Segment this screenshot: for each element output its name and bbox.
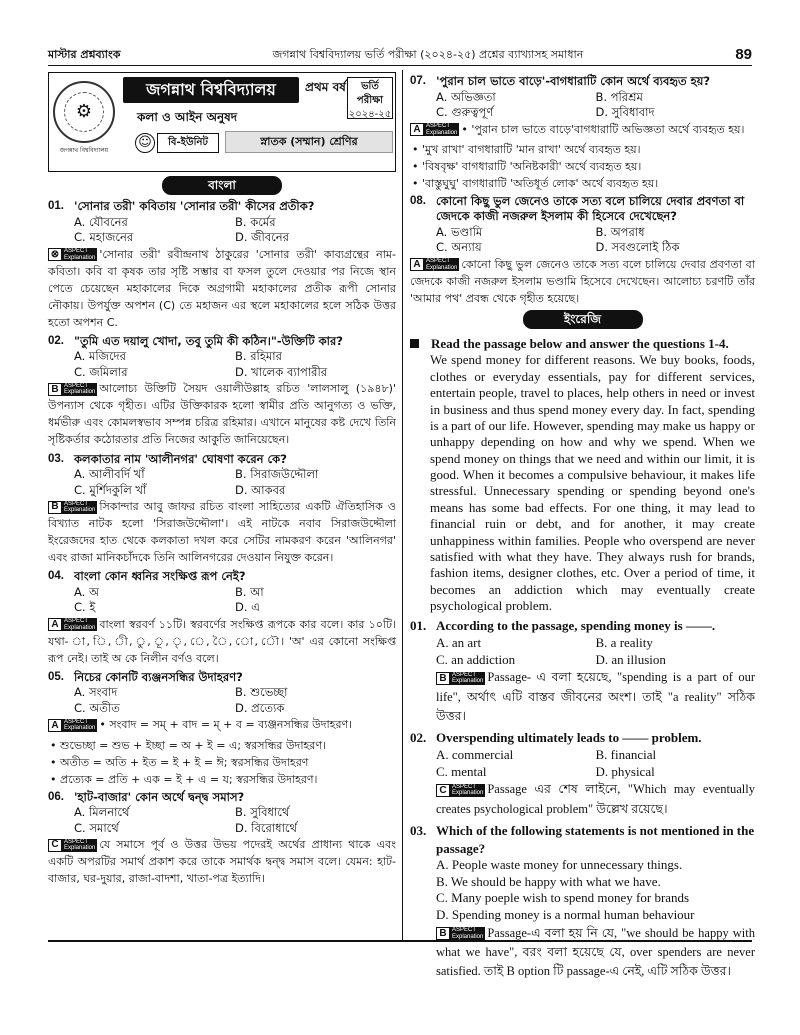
- option: A. অ: [74, 584, 99, 599]
- question-block: [410, 194, 755, 307]
- university-name: জগন্নাথ বিশ্ববিদ্যালয়: [123, 77, 299, 103]
- question-text: [48, 670, 396, 686]
- explanation-text: Passage- এ বলা হয়েছে, "spending is a part of our life", অর্থাৎ এটি বাস্তব জীবনের অংশ। তাই "a reality" সঠিক উত্তর।: [436, 670, 755, 724]
- option-grid: [48, 805, 396, 836]
- question-text: [48, 569, 396, 585]
- answer-explanation: [48, 498, 396, 566]
- exam-session: ২০২৪-২৫: [348, 109, 392, 120]
- explanation-bullet: • প্রত্যেক = প্রতি + এক = ই + এ = য; স্বরসন্ধির উদাহরণ।: [50, 771, 396, 788]
- option: D. বিরোধার্থে: [235, 820, 297, 835]
- answer-letter-icon: C: [436, 784, 450, 797]
- unit-label: বি-ইউনিট: [157, 133, 219, 153]
- answer-explanation: [48, 616, 396, 667]
- answer-letter-icon: A: [410, 123, 424, 136]
- question-text: [410, 194, 755, 225]
- option: A. People waste money for unnecessary things.: [436, 857, 683, 873]
- option: B. সিরাজউদ্দৌলা: [235, 467, 319, 482]
- column-divider: [402, 70, 403, 940]
- explanation-word: Explanation: [426, 264, 458, 271]
- option-grid: [48, 467, 396, 498]
- question-prompt: 'হাট-বাজার' কোন অর্থে দ্বন্দ্ব সমাস?: [74, 789, 245, 804]
- explanation-text: বাংলা স্বরবর্ণ ১১টি। স্বরবর্ণের সংক্ষিপ্ত রূপকে কার বলে। কার ১০টি। যথা- া, ি, ী, ু, ূ, ৃ, ে, ৈ, ো, ৌ। 'অ' এর কোনো সংক্ষিপ্ত রূপ নেই। তাই অ কে নিলীন বর্ণও বলে।: [48, 617, 396, 665]
- explanation-text: • 'পুরান চাল ভাতে বাড়ে'বাগধারাটি অভিজ্ঞতা অর্থে ব্যবহৃত হয়।: [461, 122, 745, 136]
- option: C. মুর্শিদকুলি খাঁ: [74, 482, 147, 497]
- header-subtitle: জগন্নাথ বিশ্ববিদ্যালয় ভর্তি পরীক্ষা (২০২৪-২৫) প্রশ্নের ব্যাখ্যাসহ সমাধান: [272, 48, 584, 62]
- option: A. সংবাদ: [74, 685, 118, 700]
- answer-letter-icon: A: [48, 719, 62, 732]
- bangla-questions-continued: [410, 74, 755, 307]
- aspect-label: [450, 672, 485, 685]
- option: C. ই: [74, 600, 96, 615]
- aspect-explanation-badge: [436, 927, 485, 940]
- answer-letter-icon: B: [436, 927, 450, 940]
- aspect-label: [62, 248, 97, 261]
- aspect-word: ASPECT: [64, 718, 89, 725]
- passage-heading: Read the passage below and answer the questions 1-4.: [431, 335, 729, 351]
- aspect-word: ASPECT: [426, 123, 451, 130]
- question-block: [48, 569, 396, 667]
- aspect-word: ASPECT: [64, 248, 89, 255]
- university-seal-icon: ⚙: [53, 81, 115, 143]
- square-bullet-icon: [410, 339, 419, 348]
- option: C. mental: [436, 763, 487, 779]
- answer-explanation: [48, 836, 396, 887]
- option: D. খালেক ব্যাপারীর: [235, 364, 328, 379]
- option: C. সমার্থে: [74, 820, 119, 835]
- explanation-text: • সংবাদ = সম্ + বাদ = ম্ + ব = ব্যঞ্জনসন্ধির উদাহরণ।: [99, 718, 353, 732]
- option: A. যৌবনের: [74, 214, 128, 229]
- english-questions: [410, 617, 755, 981]
- aspect-explanation-badge: [48, 501, 97, 514]
- option-grid: [410, 635, 755, 668]
- question-block: [48, 790, 396, 888]
- university-banner: [48, 72, 396, 172]
- option: C. Many poeple wish to spend money for brands: [436, 890, 690, 906]
- option: D. Spending money is a normal human behaviour: [436, 906, 695, 922]
- aspect-label: [450, 784, 485, 797]
- option: A. আলীবর্দি খাঁ: [74, 467, 145, 482]
- option: A. মিলনার্থে: [74, 805, 130, 820]
- question-prompt: Which of the following statements is not mentioned in the passage?: [436, 822, 755, 856]
- question-prompt: 'পুরান চাল ভাতে বাড়ে'-বাগধারাটি কোন অর্থে ব্যবহৃত হয়?: [436, 74, 711, 88]
- explanation-bullet: • 'মুখ রাখা' বাগধারাটি 'মান রাখা' অর্থে ব্যবহৃত হয়।: [412, 141, 755, 158]
- aspect-label: [424, 123, 459, 136]
- explanation-word: Explanation: [64, 624, 96, 631]
- answer-letter-icon: C: [48, 839, 62, 852]
- explanation-text: আলোচ্য উক্তিটি সৈয়দ ওয়ালীউল্লাহ রচিত 'লালসালু (১৯৪৮)' উপন্যাস থেকে গৃহীত। এটির উক্তিকারক হলো স্বামীর প্রতি আনুগত্য ও ভক্তি, ধর্মভীরু এবং কোমলস্বভাব সম্পন্ন চরিত্র রহিমার। এখানে মানুষের কষ্ট দেখে তিনি সৃষ্টিকর্তার কঠোরতার প্রতি নিজের আকুতি জানিয়েছেন।: [48, 382, 396, 447]
- degree-label: স্নাতক (সম্মান) শ্রেণির: [225, 131, 393, 153]
- answer-letter-icon: ⊗: [48, 248, 62, 261]
- option: C. অতীত: [74, 700, 120, 715]
- aspect-label: [62, 719, 97, 732]
- answer-letter-icon: B: [48, 501, 62, 514]
- aspect-label: [424, 258, 459, 271]
- option: C. মহাজনের: [74, 230, 134, 245]
- option: B. কর্মের: [235, 214, 276, 229]
- question-number: 05.: [48, 670, 64, 683]
- book-title: মাস্টার প্রশ্নব্যাংক: [48, 48, 121, 62]
- exam-label: ভর্তি পরীক্ষা: [356, 81, 384, 106]
- explanation-text: সিকান্দার আবু জাফর রচিত বাংলা সাহিত্যের একটি ঐতিহাসিক ও বিখ্যাত নাটক হলো 'সিরাজউদ্দৌলা'। এই নাটকে নবাব সিরাজউদ্দৌলা ইংরেজদের হাত থেকে কলকাতা দখল করে সেটির নামকরণ করেন 'আলিনগর' এবং রাজা মানিকচাঁদকে তিনি আলিনগরের দেওয়ান নিযুক্ত করেন।: [48, 500, 396, 565]
- question-number: 02.: [410, 730, 427, 746]
- option: D. প্রত্যেক: [235, 700, 285, 715]
- option-grid: [410, 747, 755, 780]
- option: D. an illusion: [595, 651, 666, 667]
- aspect-explanation-badge: [48, 839, 97, 852]
- section-heading-bangla: বাংলা: [162, 176, 282, 195]
- option-list: [410, 857, 755, 924]
- question-text: [410, 729, 755, 747]
- aspect-label: [62, 839, 97, 852]
- answer-letter-icon: A: [410, 258, 424, 271]
- exam-box: [347, 77, 393, 119]
- option: A. an art: [436, 635, 482, 651]
- aspect-word: ASPECT: [64, 618, 89, 625]
- question-text: [410, 74, 755, 90]
- aspect-word: ASPECT: [64, 838, 89, 845]
- explanation-text: যে সমাসে পূর্ব ও উত্তর উভয় পদেরই অর্থের প্রাধান্য থাকে এবং একটি অপরটির সমার্থ প্রকাশ করে তাকে সমার্থক দ্বন্দ্ব সমাস বলে। যেমন: হাট-বাজার, ঘর-দুয়ার, রাজা-বাদশা, খাতা-পত্র ইত্যাদি।: [48, 838, 396, 886]
- answer-letter-icon: A: [48, 618, 62, 631]
- question-prompt: বাংলা কোন ধ্বনির সংক্ষিপ্ত রূপ নেই?: [74, 569, 246, 584]
- option-grid: [48, 585, 396, 616]
- answer-explanation: [410, 121, 755, 138]
- aspect-word: ASPECT: [452, 671, 477, 678]
- option: B. অপরাধ: [595, 224, 645, 239]
- question-text: [48, 199, 396, 215]
- option: D. সবগুলোই ঠিক: [595, 240, 680, 255]
- answer-explanation: [48, 716, 396, 733]
- bangla-questions: [48, 199, 396, 887]
- aspect-explanation-badge: [48, 618, 97, 631]
- seal-caption: জগন্নাথ বিশ্ববিদ্যালয়: [59, 147, 109, 154]
- explanation-text: Passage এর শেষ লাইনে, "Which may eventually creates psychological problem" উল্লেখ রয়েছে।: [436, 782, 755, 816]
- question-block: [48, 334, 396, 449]
- aspect-explanation-badge: [436, 672, 485, 685]
- aspect-label: [450, 927, 485, 940]
- right-column: [410, 72, 755, 982]
- aspect-explanation-badge: [48, 719, 97, 732]
- question-block: [48, 452, 396, 567]
- explanation-word: Explanation: [452, 790, 484, 797]
- question-number: 01.: [48, 200, 64, 212]
- question-text: [410, 617, 755, 635]
- passage-instruction: [410, 335, 755, 353]
- question-block: [410, 617, 755, 726]
- question-prompt: Overspending ultimately leads to —— problem.: [436, 730, 702, 746]
- smiley-icon: ☺: [135, 133, 155, 153]
- explanation-bullet: • 'বিষবৃক্ষ' বাগধারাটি 'অনিষ্টকারী' অর্থে ব্যবহৃত হয়।: [412, 158, 755, 175]
- option: B. সুবিধার্থে: [235, 805, 290, 820]
- explanation-bullet: • শুভেচ্ছা = শুভ + ইচ্ছা = অ + ই = এ; স্বরসন্ধির উদাহরণ।: [50, 737, 396, 754]
- option: A. commercial: [436, 746, 514, 762]
- option: D. physical: [595, 763, 655, 779]
- option: A. মজিদের: [74, 349, 126, 364]
- question-block: [410, 729, 755, 819]
- option: B. রহিমার: [235, 349, 282, 364]
- question-text: [48, 790, 396, 806]
- answer-explanation: [48, 246, 396, 331]
- explanation-bullet: • অতীত = অতি + ইত = ই + ই = ঈ; স্বরসন্ধির উদাহরণ: [50, 754, 396, 771]
- aspect-explanation-badge: [410, 258, 459, 271]
- question-prompt: নিচের কোনটি ব্যঞ্জনসন্ধির উদাহরণ?: [74, 669, 243, 684]
- aspect-word: ASPECT: [64, 382, 89, 389]
- question-number: 03.: [48, 452, 64, 465]
- question-block: [410, 74, 755, 192]
- aspect-word: ASPECT: [426, 258, 451, 265]
- explanation-word: Explanation: [426, 129, 458, 136]
- option: C. অন্যায়: [436, 240, 482, 255]
- aspect-word: ASPECT: [452, 783, 477, 790]
- option: D. এ: [235, 600, 260, 615]
- question-number: 06.: [48, 790, 64, 803]
- option: A. অভিজ্ঞতা: [436, 89, 496, 104]
- explanation-word: Explanation: [64, 507, 96, 514]
- explanation-bullet: • 'বাস্তুঘুঘু' বাগধারাটি 'অতিধূর্ত লোক' অর্থে ব্যবহৃত হয়।: [412, 175, 755, 192]
- question-block: [48, 670, 396, 788]
- explanation-word: Explanation: [64, 254, 96, 261]
- question-block: [410, 822, 755, 982]
- explanation-text: কোনো কিছু ভুল জেনেও তাকে সত্য বলে চালিয়ে দেবার প্রবণতা বা জেদকে কাজী নজরুল ইসলাম ভণ্ডামি হিসেবে দেখেছেন। আলোচ্য চরণটি তাঁর 'আমার পথ' প্রবন্ধ থেকে গৃহীত হয়েছে।: [410, 257, 755, 305]
- answer-explanation: [410, 256, 755, 307]
- option: B. We should be happy with what we have.: [436, 873, 661, 889]
- option-grid: [48, 215, 396, 246]
- option: D. সুবিধাবাদ: [595, 105, 655, 120]
- question-number: 08.: [410, 194, 426, 207]
- aspect-label: [62, 618, 97, 631]
- question-prompt: "তুমি এত দয়ালু খোদা, তবু তুমি কী কঠিন।"-উক্তিটি কার?: [74, 333, 343, 348]
- answer-explanation: [48, 380, 396, 448]
- aspect-explanation-badge: [48, 248, 97, 261]
- option: C. গুরুত্বপূর্ণ: [436, 105, 494, 120]
- aspect-word: ASPECT: [452, 927, 477, 934]
- question-prompt: According to the passage, spending money is ——.: [436, 618, 716, 634]
- question-number: 04.: [48, 570, 64, 583]
- aspect-label: [62, 501, 97, 514]
- answer-letter-icon: B: [48, 383, 62, 396]
- option-grid: [410, 90, 755, 121]
- option: A. ভণ্ডামি: [436, 224, 483, 239]
- question-prompt: কোনো কিছু ভুল জেনেও তাকে সত্য বলে চালিয়ে দেবার প্রবণতা বা জেদকে কাজী নজরুল ইসলাম কী হিসেবে দেখেছেন?: [436, 193, 745, 224]
- section-heading-english: ইংরেজি: [523, 310, 643, 329]
- question-text: [48, 334, 396, 350]
- explanation-text: 'সোনার তরী' রবীন্দ্রনাথ ঠাকুরের 'সোনার তরী' কাব্যগ্রন্থের নাম- কবিতা। কবি বা কৃষক তার সৃষ্টি সম্ভার বা ফসল তুলে দেওয়ার পর নিজে স্থান পেতে চেয়েছেন মহাকালের দিকে অগ্রগামী মহাকালের প্রতীক রূপী সোনার নৌকায়। উপর্যুক্ত অপশন (C) তে মহাজন এর স্থলে মহাকালের হলে সঠিক উত্তর হতো অপশন C.: [48, 247, 396, 329]
- question-number: 02.: [48, 334, 64, 347]
- option: B. financial: [595, 746, 657, 762]
- option: B. a reality: [595, 635, 653, 651]
- left-column: [48, 72, 396, 890]
- question-number: 01.: [410, 618, 427, 634]
- option-grid: [48, 349, 396, 380]
- question-number: 07.: [410, 75, 426, 87]
- option-grid: [410, 225, 755, 256]
- answer-explanation: [410, 668, 755, 726]
- option: B. শুভেচ্ছা: [235, 685, 288, 700]
- aspect-label: [62, 383, 97, 396]
- question-text: [48, 452, 396, 468]
- aspect-explanation-badge: [436, 784, 485, 797]
- explanation-word: Explanation: [64, 845, 96, 852]
- bottom-rule: [48, 940, 752, 942]
- page-number: 89: [735, 46, 752, 64]
- option: C. জমিলার: [74, 364, 128, 379]
- answer-letter-icon: B: [436, 672, 450, 685]
- aspect-explanation-badge: [48, 383, 97, 396]
- explanation-word: Explanation: [452, 678, 484, 685]
- option: C. an addiction: [436, 651, 516, 667]
- explanation-text: Passage-এ বলা হয় নি যে, "we should be happy with what we have", বরং বলা হয়েছে যে, over spenders are never satisfied. তাই B option টি passage-এ নেই, এটি সঠিক উত্তর।: [436, 925, 755, 979]
- option: D. আকবর: [235, 482, 286, 497]
- aspect-word: ASPECT: [64, 500, 89, 507]
- question-prompt: কলকাতার নাম 'আলীনগর' ঘোষণা করেন কে?: [74, 451, 287, 466]
- faculty-name: কলা ও আইন অনুষদ: [137, 110, 238, 124]
- page-header: [48, 46, 752, 66]
- question-text: [410, 822, 755, 857]
- option-grid: [48, 685, 396, 716]
- option: B. পরিশ্রম: [595, 89, 643, 104]
- explanation-word: Explanation: [64, 725, 96, 732]
- option: D. জীবনের: [235, 230, 289, 245]
- reading-passage: We spend money for different reasons. We buy books, foods, clothes or everyday essentials, pay for different services, entertain people, travel to places, help others in need or invest in business and thus spend money every day. In fact, spending is a part of our life. However, spending may make us happy or unhappy depending on how and why we spend. When we spend money on things that we need and within our limit, it is good. When it becomes a compulsive behaviour, it makes life stressful. Unnecessary spending or spending beyond one's means has some bad effects. For one thing, it may lead to financial ruin or debt, and for another, it may create unhappiness within families. People who overspend are never satisfied with what they have. They always rush for brands, fashion items, designer clothes, etc. Over a period of time, it becomes an addiction which may eventually create psychological problem.: [430, 352, 755, 614]
- explanation-word: Explanation: [452, 933, 484, 940]
- aspect-explanation-badge: [410, 123, 459, 136]
- year-label: প্রথম বর্ষ: [305, 80, 346, 94]
- answer-explanation: [410, 780, 755, 819]
- question-number: 03.: [410, 822, 427, 838]
- answer-explanation: [410, 924, 755, 982]
- question-prompt: 'সোনার তরী' কবিতায় 'সোনার তরী' কীসের প্রতীক?: [74, 199, 315, 213]
- question-block: [48, 199, 396, 331]
- option: B. আ: [235, 584, 264, 599]
- explanation-word: Explanation: [64, 389, 96, 396]
